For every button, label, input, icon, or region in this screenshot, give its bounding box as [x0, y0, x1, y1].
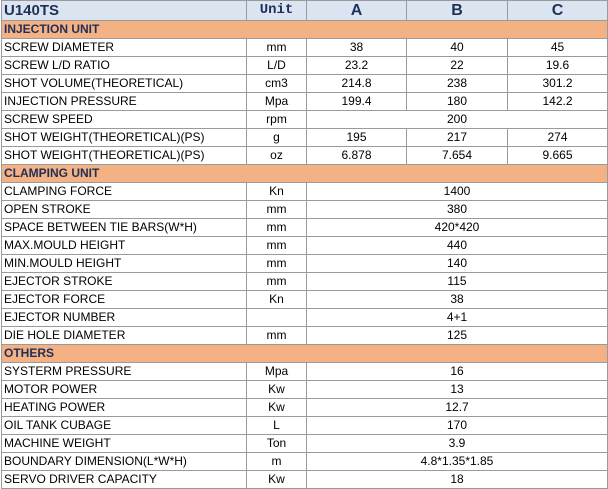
spec-value: 380 [307, 201, 608, 219]
section-title: INJECTION UNIT [2, 21, 608, 39]
spec-value: 142.2 [508, 93, 608, 111]
spec-value: 170 [307, 417, 608, 435]
spec-unit: Kn [247, 183, 307, 201]
table-row [2, 39, 608, 57]
spec-table-body [2, 1, 608, 489]
table-row [2, 129, 608, 147]
spec-name: BOUNDARY DIMENSION(L*W*H) [2, 453, 247, 471]
spec-name: MIN.MOULD HEIGHT [2, 255, 247, 273]
spec-unit: mm [247, 219, 307, 237]
spec-unit: Ton [247, 435, 307, 453]
spec-value: 3.9 [307, 435, 608, 453]
spec-value: 13 [307, 381, 608, 399]
spec-value: 238 [407, 75, 508, 93]
spec-name: EJECTOR NUMBER [2, 309, 247, 327]
spec-name: OPEN STROKE [2, 201, 247, 219]
header-row [2, 1, 608, 21]
table-row [2, 381, 608, 399]
spec-unit: mm [247, 327, 307, 345]
spec-unit: rpm [247, 111, 307, 129]
spec-value: 38 [307, 39, 407, 57]
spec-value: 22 [407, 57, 508, 75]
column-header-c: C [508, 1, 608, 21]
table-row [2, 237, 608, 255]
spec-value: 125 [307, 327, 608, 345]
spec-name: HEATING POWER [2, 399, 247, 417]
spec-unit: g [247, 129, 307, 147]
spec-name: SCREW DIAMETER [2, 39, 247, 57]
spec-name: EJECTOR FORCE [2, 291, 247, 309]
spec-value: 6.878 [307, 147, 407, 165]
spec-value: 180 [407, 93, 508, 111]
spec-name: SCREW SPEED [2, 111, 247, 129]
spec-name: CLAMPING FORCE [2, 183, 247, 201]
section-title: OTHERS [2, 345, 608, 363]
spec-value: 7.654 [407, 147, 508, 165]
spec-value: 115 [307, 273, 608, 291]
table-row [2, 57, 608, 75]
column-header-a: A [307, 1, 407, 21]
spec-unit: m [247, 453, 307, 471]
table-row [2, 93, 608, 111]
section-header-row [2, 165, 608, 183]
spec-value: 4+1 [307, 309, 608, 327]
spec-value: 9.665 [508, 147, 608, 165]
spec-unit: Kn [247, 291, 307, 309]
spec-unit: mm [247, 39, 307, 57]
spec-name: INJECTION PRESSURE [2, 93, 247, 111]
table-row [2, 453, 608, 471]
spec-value: 217 [407, 129, 508, 147]
table-row [2, 111, 608, 129]
spec-value: 199.4 [307, 93, 407, 111]
section-title: CLAMPING UNIT [2, 165, 608, 183]
table-row [2, 399, 608, 417]
spec-unit: mm [247, 255, 307, 273]
table-row [2, 273, 608, 291]
table-row [2, 363, 608, 381]
table-row [2, 255, 608, 273]
spec-name: SERVO DRIVER CAPACITY [2, 471, 247, 489]
table-row [2, 75, 608, 93]
spec-unit: Kw [247, 471, 307, 489]
spec-unit: Kw [247, 381, 307, 399]
model-name: U140TS [2, 1, 247, 21]
spec-name: EJECTOR STROKE [2, 273, 247, 291]
table-row [2, 327, 608, 345]
spec-name: SCREW L/D RATIO [2, 57, 247, 75]
spec-unit: L/D [247, 57, 307, 75]
table-row [2, 183, 608, 201]
spec-value: 274 [508, 129, 608, 147]
table-row [2, 471, 608, 489]
spec-unit [247, 309, 307, 327]
table-row [2, 417, 608, 435]
table-row [2, 309, 608, 327]
spec-table [1, 0, 608, 489]
spec-unit: Mpa [247, 93, 307, 111]
column-header-b: B [407, 1, 508, 21]
spec-unit: Mpa [247, 363, 307, 381]
spec-value: 40 [407, 39, 508, 57]
spec-name: SYSTERM PRESSURE [2, 363, 247, 381]
spec-value: 18 [307, 471, 608, 489]
spec-unit: cm3 [247, 75, 307, 93]
spec-name: MOTOR POWER [2, 381, 247, 399]
spec-value: 38 [307, 291, 608, 309]
spec-name: SHOT WEIGHT(THEORETICAL)(PS) [2, 129, 247, 147]
spec-unit: L [247, 417, 307, 435]
spec-value: 16 [307, 363, 608, 381]
spec-name: SHOT WEIGHT(THEORETICAL)(PS) [2, 147, 247, 165]
spec-value: 200 [307, 111, 608, 129]
spec-name: SHOT VOLUME(THEORETICAL) [2, 75, 247, 93]
table-row [2, 219, 608, 237]
spec-name: SPACE BETWEEN TIE BARS(W*H) [2, 219, 247, 237]
spec-name: MACHINE WEIGHT [2, 435, 247, 453]
table-row [2, 435, 608, 453]
spec-unit: Kw [247, 399, 307, 417]
spec-unit: oz [247, 147, 307, 165]
unit-column-header: Unit [247, 1, 307, 21]
table-row [2, 147, 608, 165]
spec-value: 195 [307, 129, 407, 147]
spec-name: MAX.MOULD HEIGHT [2, 237, 247, 255]
spec-value: 12.7 [307, 399, 608, 417]
spec-value: 214.8 [307, 75, 407, 93]
spec-value: 45 [508, 39, 608, 57]
spec-value: 301.2 [508, 75, 608, 93]
spec-unit: mm [247, 273, 307, 291]
spec-unit: mm [247, 237, 307, 255]
spec-name: DIE HOLE DIAMETER [2, 327, 247, 345]
spec-unit: mm [247, 201, 307, 219]
spec-value: 19.6 [508, 57, 608, 75]
spec-value: 140 [307, 255, 608, 273]
spec-value: 4.8*1.35*1.85 [307, 453, 608, 471]
section-header-row [2, 345, 608, 363]
spec-value: 440 [307, 237, 608, 255]
spec-value: 420*420 [307, 219, 608, 237]
table-row [2, 291, 608, 309]
spec-name: OIL TANK CUBAGE [2, 417, 247, 435]
section-header-row [2, 21, 608, 39]
spec-value: 1400 [307, 183, 608, 201]
spec-value: 23.2 [307, 57, 407, 75]
table-row [2, 201, 608, 219]
